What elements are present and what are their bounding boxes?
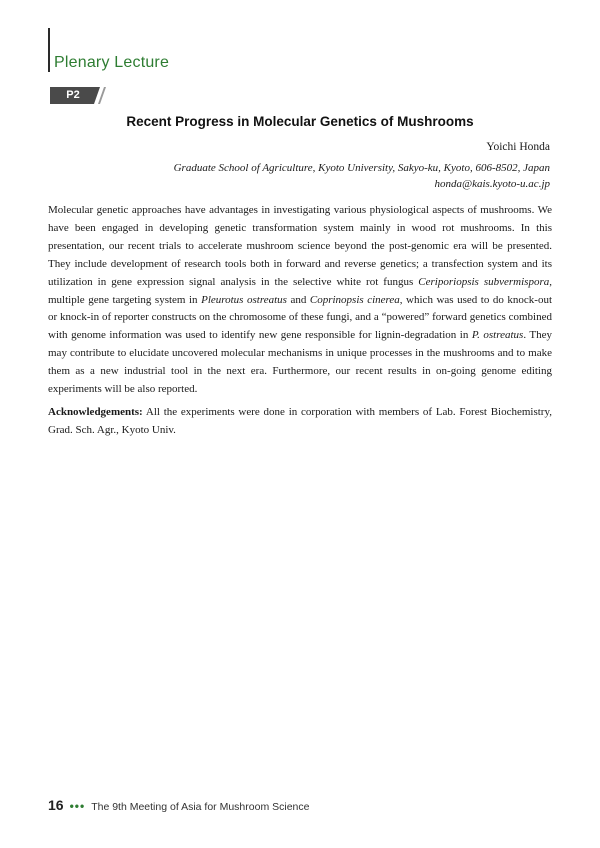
abstract-part: and [286,293,310,306]
footer-dots-icon: ••• [69,799,86,813]
abstract-text [48,202,552,399]
species-name: Coprinopsis cinerea [309,293,400,306]
event-name: The 9th Meeting of Asia for Mushroom Science [91,801,310,813]
page-number: 16 [48,797,64,813]
lecture-code: P2 [66,89,80,101]
abstract-part: . They may contribute to elucidate uncovered molecular mechanisms in unique processes in the mushrooms and to make them as a new industrial tool in the next era. Furthermore, our recent results in on-going genome editing experiments will be also reported. [48,329,552,396]
abstract-part: , multiple gene targeting system in [48,275,552,306]
species-name: Ceriporiopsis subvermispora [418,275,550,288]
acknowledgements-text: All the experiments were done in corporation with members of Lab. Forest Biochemistry, Grad. Sch. Agr., Kyoto Univ. [48,406,552,436]
author-name: Yoichi Honda [486,141,550,153]
species-name: Pleurotus ostreatus [201,293,287,306]
acknowledgements [48,404,552,440]
species-name: P. ostreatus [471,329,524,342]
author-email[interactable]: honda@kais.kyoto-u.ac.jp [434,178,550,190]
acknowledgements-label: Acknowledgements: [48,406,143,418]
affiliation-block [174,160,550,192]
lecture-code-tab [50,87,106,104]
section-title: Plenary Lecture [54,54,170,71]
paper-title: Recent Progress in Molecular Genetics of Mushrooms [126,114,474,129]
affiliation: Graduate School of Agriculture, Kyoto University, Sakyo-ku, Kyoto, 606-8502, Japan [173,162,550,174]
header-rule [48,28,50,72]
abstract-part: , which was used to do knock-out or knock-in of reporter constructs on the chromosome of these fungi, and a “powered” forward genetics combined with genome information was used to identify new gene responsible for lignin-degradation in [48,293,553,342]
abstract-part: Molecular genetic approaches have advantages in investigating various physiological aspects of mushrooms. We have been engaged in developing genetic transformation system mainly in wood rot mushrooms. In this presentation, our recent trials to accelerate mushroom science beyond the post-genomic era will be presented. They include development of research tools both in forward and reverse genetics; a transfection system and its utilization in gene expression signal analysis in the selective white rot fungus [48,204,552,288]
page-footer [48,797,309,813]
